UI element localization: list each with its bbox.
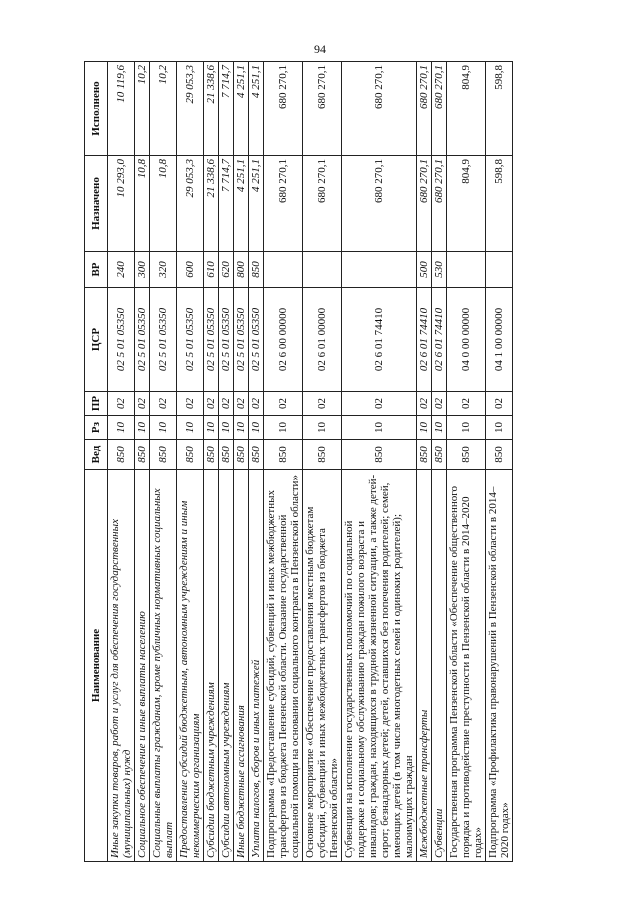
row-rz: 10 [150,416,177,440]
row-csr: 02 6 01 74410 [432,288,447,392]
row-assigned: 10 293,0 [108,156,135,252]
row-rz: 10 [486,416,513,440]
row-pr: 02 [150,392,177,416]
row-ved: 850 [177,440,204,470]
row-executed: 10,2 [150,62,177,156]
table-row [447,62,486,862]
table-row [108,62,135,862]
header-pr: ПР [85,392,108,416]
page-number: 94 [314,42,326,56]
row-vr: 240 [108,252,135,288]
row-pr: 02 [264,392,303,416]
row-ved: 850 [417,440,432,470]
row-pr: 02 [486,392,513,416]
row-ved: 850 [486,440,513,470]
row-csr: 02 5 01 05350 [204,288,219,392]
row-assigned: 7 714,7 [219,156,234,252]
row-vr: 600 [177,252,204,288]
row-pr: 02 [342,392,417,416]
row-name: Субвенции [432,470,447,862]
row-executed: 680 270,1 [342,62,417,156]
row-assigned: 598,8 [486,156,513,252]
row-pr: 02 [204,392,219,416]
row-csr: 02 6 00 00000 [264,288,303,392]
row-assigned: 804,9 [447,156,486,252]
row-executed: 4 251,1 [234,62,249,156]
row-assigned: 680 270,1 [264,156,303,252]
row-rz: 10 [342,416,417,440]
row-executed: 680 270,1 [264,62,303,156]
row-rz: 10 [432,416,447,440]
row-name: Субсидии автономным учреждениям [219,470,234,862]
row-assigned: 680 270,1 [342,156,417,252]
row-assigned: 680 270,1 [432,156,447,252]
row-csr: 02 5 01 05350 [135,288,150,392]
table-row [219,62,234,862]
row-assigned: 21 338,6 [204,156,219,252]
row-vr [303,252,342,288]
table-row [249,62,264,862]
row-executed: 804,9 [447,62,486,156]
row-executed: 680 270,1 [303,62,342,156]
rotated-table-area [84,62,584,862]
row-name: Государственная программа Пензенской области «Обеспечение общественного порядка и противодействие преступности в Пензенской области в 2014–2020 годах» [447,470,486,862]
row-rz: 10 [135,416,150,440]
row-csr: 02 6 01 74410 [342,288,417,392]
table-row [135,62,150,862]
row-ved: 850 [432,440,447,470]
row-pr: 02 [234,392,249,416]
row-executed: 29 053,3 [177,62,204,156]
row-name: Иные закупки товаров, работ и услуг для обеспечения государственных (муниципальных) нужд [108,470,135,862]
row-ved: 850 [219,440,234,470]
row-vr: 300 [135,252,150,288]
row-vr [486,252,513,288]
row-pr: 02 [417,392,432,416]
row-vr: 850 [249,252,264,288]
header-name: Наименование [85,470,108,862]
row-name: Иные бюджетные ассигнования [234,470,249,862]
header-vr: ВР [85,252,108,288]
table-row [417,62,432,862]
row-ved: 850 [249,440,264,470]
row-ved: 850 [204,440,219,470]
table-row [303,62,342,862]
row-pr: 02 [447,392,486,416]
row-executed: 680 270,1 [417,62,432,156]
row-name: Подпрограмма «Предоставление субсидий, субвенций и иных межбюджетных трансфертов из бюджета Пензенской области. Оказание государственной социальной помощи на основании социального контракта в Пензенской области» [264,470,303,862]
row-executed: 598,8 [486,62,513,156]
header-rz: Рз [85,416,108,440]
row-vr [342,252,417,288]
row-executed: 7 714,7 [219,62,234,156]
row-vr: 320 [150,252,177,288]
row-pr: 02 [135,392,150,416]
row-name: Предоставление субсидий бюджетным, автономным учреждениям и иным некоммерческим организациям [177,470,204,862]
row-csr: 02 6 01 74410 [417,288,432,392]
row-pr: 02 [108,392,135,416]
table-row [486,62,513,862]
row-vr: 620 [219,252,234,288]
row-csr: 02 5 01 05350 [150,288,177,392]
row-csr: 02 5 01 05350 [108,288,135,392]
row-executed: 10 119,6 [108,62,135,156]
row-ved: 850 [135,440,150,470]
header-executed: Исполнено [85,62,108,156]
table-row [234,62,249,862]
row-rz: 10 [177,416,204,440]
row-executed: 4 251,1 [249,62,264,156]
row-ved: 850 [264,440,303,470]
row-vr: 610 [204,252,219,288]
row-vr: 800 [234,252,249,288]
header-csr: ЦСР [85,288,108,392]
row-ved: 850 [234,440,249,470]
header-assigned: Назначено [85,156,108,252]
row-pr: 02 [432,392,447,416]
row-ved: 850 [150,440,177,470]
row-rz: 10 [234,416,249,440]
row-vr [264,252,303,288]
row-rz: 10 [219,416,234,440]
row-assigned: 4 251,1 [249,156,264,252]
header-row [85,62,108,862]
row-csr: 02 5 01 05350 [219,288,234,392]
row-assigned: 680 270,1 [417,156,432,252]
row-executed: 10,2 [135,62,150,156]
row-vr: 530 [432,252,447,288]
row-csr: 02 6 01 00000 [303,288,342,392]
row-csr: 02 5 01 05350 [249,288,264,392]
row-name: Социальное обеспечение и иные выплаты населению [135,470,150,862]
table-row [432,62,447,862]
table-row [150,62,177,862]
row-pr: 02 [219,392,234,416]
row-name: Субсидии бюджетным учреждениям [204,470,219,862]
row-name: Подпрограмма «Профилактика правонарушений в Пензенской области в 2014–2020 годах» [486,470,513,862]
row-assigned: 4 251,1 [234,156,249,252]
row-ved: 850 [342,440,417,470]
header-ved: Вед [85,440,108,470]
row-pr: 02 [177,392,204,416]
row-ved: 850 [108,440,135,470]
row-csr: 02 5 01 05350 [234,288,249,392]
row-assigned: 10,8 [135,156,150,252]
row-name: Субвенции на исполнение государственных полномочий по социальной поддержке и социальному обслуживанию граждан пожилого возраста и инвалидов; граждан, находящихся в трудной жизненной ситуации, а также детей-сирот; безнадзорных детей; детей, оставшихся без попечения родителей; семей, имеющих детей (в том числе многодетных семей и одиноких родителей); малоимущих граждан [342,470,417,862]
row-csr: 04 0 00 00000 [447,288,486,392]
row-name: Межбюджетные трансферты [417,470,432,862]
row-rz: 10 [417,416,432,440]
table-row [264,62,303,862]
row-rz: 10 [108,416,135,440]
row-name: Социальные выплаты гражданам, кроме публичных нормативных социальных выплат [150,470,177,862]
row-csr: 04 1 00 00000 [486,288,513,392]
row-rz: 10 [204,416,219,440]
row-executed: 21 338,6 [204,62,219,156]
budget-table [84,61,513,862]
row-pr: 02 [249,392,264,416]
row-assigned: 29 053,3 [177,156,204,252]
row-csr: 02 5 01 05350 [177,288,204,392]
row-name: Уплата налогов, сборов и иных платежей [249,470,264,862]
table-row [177,62,204,862]
row-pr: 02 [303,392,342,416]
row-executed: 680 270,1 [432,62,447,156]
row-ved: 850 [447,440,486,470]
row-name: Основное мероприятие «Обеспечение предоставления местным бюджетам субсидий, субвенций и иных межбюджетных трансфертов из бюджета Пензенской области» [303,470,342,862]
table-row [204,62,219,862]
row-assigned: 10,8 [150,156,177,252]
row-rz: 10 [249,416,264,440]
row-ved: 850 [303,440,342,470]
row-assigned: 680 270,1 [303,156,342,252]
row-rz: 10 [264,416,303,440]
row-rz: 10 [447,416,486,440]
row-vr: 500 [417,252,432,288]
table-container [84,62,584,862]
row-vr [447,252,486,288]
row-rz: 10 [303,416,342,440]
table-row [342,62,417,862]
